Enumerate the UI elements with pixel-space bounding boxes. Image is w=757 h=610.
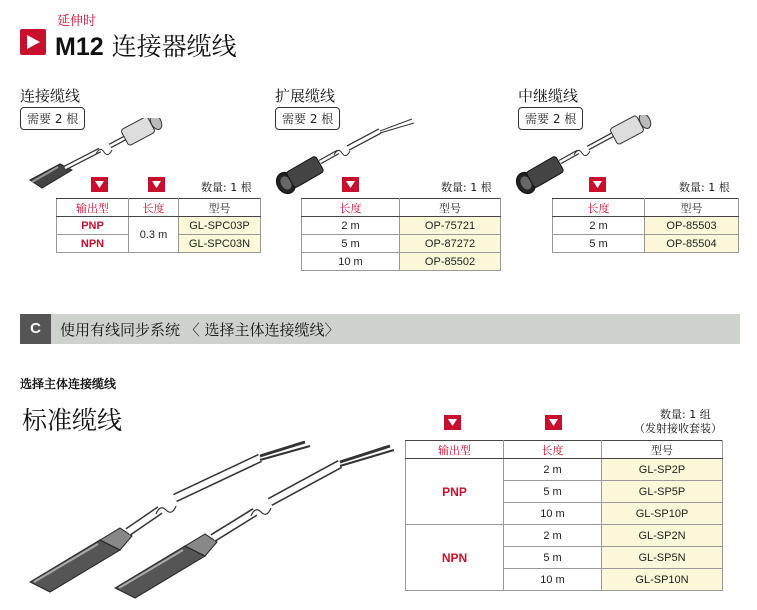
col-model: 型号 — [602, 441, 723, 459]
length-cell: 5 m — [504, 481, 602, 503]
length-cell: 2 m — [302, 217, 400, 235]
relay-cable-image — [512, 115, 662, 200]
col-length: 长度 — [129, 199, 179, 217]
length-cell: 0.3 m — [129, 217, 179, 253]
output-npn: NPN — [57, 235, 129, 253]
relay-qty: 数量: 1 根 — [679, 181, 730, 194]
length-cell: 10 m — [302, 253, 400, 271]
extend-table — [301, 198, 501, 271]
model-cell: OP-85503 — [645, 217, 739, 235]
length-cell: 2 m — [553, 217, 645, 235]
extend-qty: 数量: 1 根 — [441, 181, 492, 194]
title-text: 连接器缆线 — [111, 32, 237, 61]
output-marker-icon — [444, 415, 461, 430]
model-cell: OP-75721 — [400, 217, 501, 235]
length-marker-icon — [342, 177, 359, 192]
col-length: 长度 — [302, 199, 400, 217]
length-marker-icon — [589, 177, 606, 192]
length-cell: 5 m — [504, 547, 602, 569]
page-title — [55, 27, 237, 63]
title-model: M12 — [55, 33, 104, 61]
model-cell: GL-SP2N — [602, 525, 723, 547]
model-cell: GL-SP10N — [602, 569, 723, 591]
length-cell: 10 m — [504, 503, 602, 525]
col-output: 输出型 — [57, 199, 129, 217]
model-cell: GL-SP5N — [602, 547, 723, 569]
relay-cable-title: 中继缆线 — [518, 87, 579, 105]
model-cell: OP-85502 — [400, 253, 501, 271]
subheading: 选择主体连接缆线 — [20, 377, 117, 391]
col-length: 长度 — [504, 441, 602, 459]
length-marker-icon — [545, 415, 562, 430]
col-model: 型号 — [179, 199, 261, 217]
model-cell: OP-87272 — [400, 235, 501, 253]
relay-table — [552, 198, 739, 253]
length-cell: 5 m — [553, 235, 645, 253]
col-model: 型号 — [645, 199, 739, 217]
length-marker-icon — [148, 177, 165, 192]
output-marker-icon — [91, 177, 108, 192]
standard-cable-image — [20, 440, 400, 600]
length-cell: 5 m — [302, 235, 400, 253]
connect-qty: 数量: 1 根 — [201, 181, 252, 194]
extend-cable-title: 扩展缆线 — [275, 87, 336, 105]
section-letter: C — [20, 314, 51, 344]
relay-need-box: 需要 2 根 — [518, 107, 583, 130]
section-c-bar — [20, 314, 740, 344]
connect-table — [56, 198, 261, 253]
output-pnp: PNP — [57, 217, 129, 235]
section-marker-icon — [20, 29, 46, 55]
extend-need-box: 需要 2 根 — [275, 107, 340, 130]
connect-cable-title: 连接缆线 — [20, 87, 81, 105]
output-npn: NPN — [406, 525, 504, 591]
output-pnp: PNP — [406, 459, 504, 525]
model-cell: GL-SP10P — [602, 503, 723, 525]
length-cell: 10 m — [504, 569, 602, 591]
col-length: 长度 — [553, 199, 645, 217]
model-cell: GL-SP2P — [602, 459, 723, 481]
model-cell: GL-SPC03N — [179, 235, 261, 253]
length-cell: 2 m — [504, 459, 602, 481]
section-c-title: 使用有线同步系统 〈 选择主体连接缆线〉 — [60, 321, 340, 339]
header-tag: 延伸时 — [57, 14, 97, 29]
col-model: 型号 — [400, 199, 501, 217]
model-cell: GL-SP5P — [602, 481, 723, 503]
length-cell: 2 m — [504, 525, 602, 547]
select-qty-note: （发射接收套装） — [634, 422, 722, 435]
col-output: 输出型 — [406, 441, 504, 459]
select-qty: 数量: 1 组 — [660, 408, 711, 421]
standard-cable-title: 标准缆线 — [22, 406, 123, 435]
standard-cable-table — [405, 440, 723, 591]
model-cell: OP-85504 — [645, 235, 739, 253]
connect-need-box: 需要 2 根 — [20, 107, 85, 130]
model-cell: GL-SPC03P — [179, 217, 261, 235]
